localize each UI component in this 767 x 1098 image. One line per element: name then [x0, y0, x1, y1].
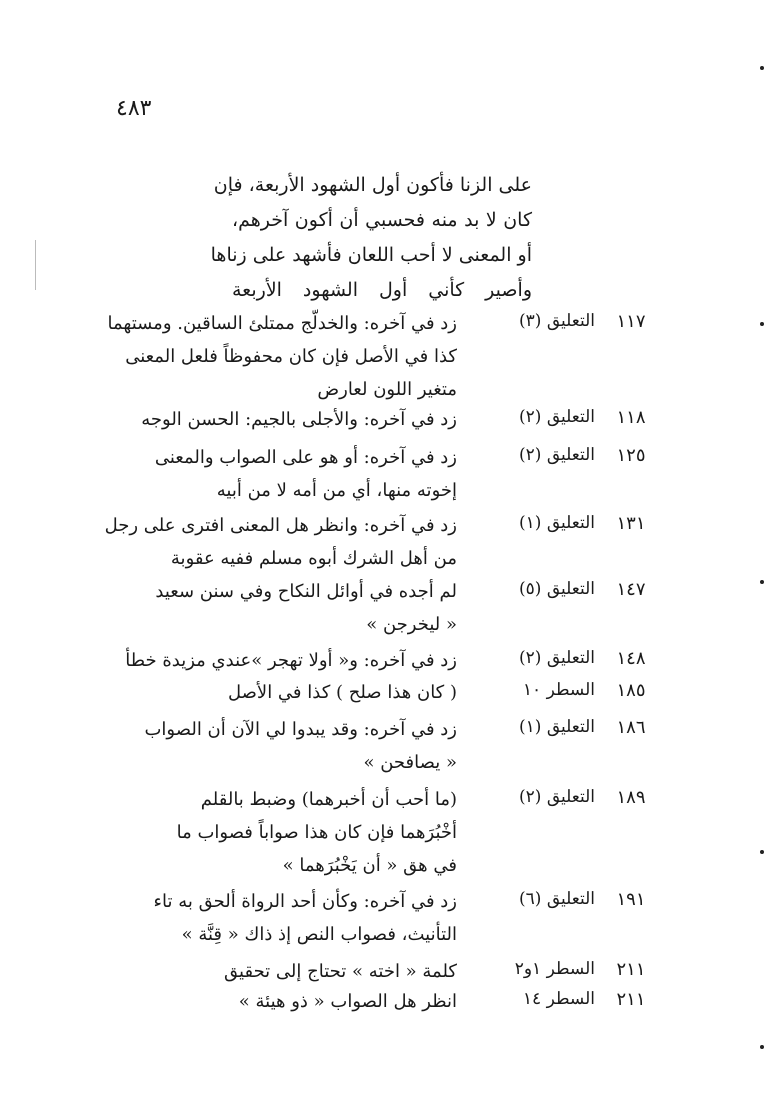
margin-dot [760, 850, 764, 854]
entry-reference: التعليق (٦) [519, 889, 595, 909]
note-line: متغير اللون لعارض [317, 379, 457, 400]
entry-note [117, 713, 457, 779]
intro-line: على الزنا فأكون أول الشهود الأربعة، فإن [213, 174, 532, 196]
entry-reference: التعليق (٣) [519, 311, 595, 331]
intro-line: أو المعنى لا أحب اللعان فأشهد على زناها [210, 244, 532, 266]
entry-reference: التعليق (١) [519, 717, 595, 737]
entry-page-number: ١٣١ [616, 513, 646, 534]
entry-note [117, 955, 457, 988]
note-line: ( كان هذا صلح ) كذا في الأصل [228, 682, 457, 703]
note-line: زد في آخره: أو هو على الصواب والمعنى [154, 447, 457, 468]
entry-reference: السطر ١٠ [522, 680, 595, 700]
note-line: زد في آخره: وانظر هل المعنى افترى على رجل [104, 515, 457, 536]
entry-reference: التعليق (٢) [519, 445, 595, 465]
intro-line: كان لا بد منه فحسبي أن أكون آخرهم، [232, 209, 532, 231]
note-line: (ما أحب أن أخبرهما) وضبط بالقلم [200, 789, 457, 810]
entry-page-number: ١٤٨ [616, 648, 646, 669]
entry-reference: التعليق (٢) [519, 787, 595, 807]
margin-rule [35, 240, 36, 290]
note-line: زد في آخره: وقد يبدوا لي الآن أن الصواب [144, 719, 457, 740]
entry-page-number: ١٨٩ [616, 787, 646, 808]
note-line: انظر هل الصواب « ذو هيئة » [238, 991, 457, 1012]
entry-note [117, 885, 457, 951]
entry-note [104, 509, 457, 575]
note-line: لم أجده في أوائل النكاح وفي سنن سعيد [155, 581, 457, 602]
entry-page-number: ١٨٥ [616, 680, 646, 701]
entry-note [117, 644, 457, 677]
note-line: زد في آخره: و« أولا تهجر »عندي مزيدة خطأ [125, 650, 457, 671]
note-line: زد في آخره: والخدلّج ممتلئ الساقين. ومستهما [107, 313, 457, 334]
margin-dot [760, 580, 764, 584]
entry-reference: التعليق (٥) [519, 579, 595, 599]
entry-note [117, 783, 457, 882]
entry-note [117, 403, 457, 436]
entry-page-number: ٢١١ [616, 989, 646, 1010]
note-line: في هق « أن يَخْبُرَهما » [282, 855, 457, 876]
entry-reference: التعليق (٢) [519, 648, 595, 668]
entry-page-number: ١١٧ [616, 311, 646, 332]
margin-dot [760, 66, 764, 70]
intro-line: وأصير كأني أول الشهود الأربعة [232, 279, 532, 301]
entry-reference: التعليق (٢) [519, 407, 595, 427]
note-line: أخْبُرَهما فإن كان هذا صواباً فصواب ما [176, 822, 457, 843]
entry-note [107, 307, 457, 406]
note-line: كلمة « اخته » تحتاج إلى تحقيق [224, 961, 457, 982]
margin-dot [760, 1045, 764, 1049]
note-line: التأنيث، فصواب النص إذ ذاك « قِنَّة » [181, 924, 457, 945]
entry-note [117, 575, 457, 641]
entry-page-number: ١١٨ [616, 407, 646, 428]
note-line: كذا في الأصل فإن كان محفوظاً فلعل المعنى [125, 346, 457, 367]
entry-reference: السطر ١٤ [522, 989, 595, 1009]
entry-page-number: ١٤٧ [616, 579, 646, 600]
margin-dot [760, 322, 764, 326]
entry-reference: التعليق (١) [519, 513, 595, 533]
entry-page-number: ١٩١ [616, 889, 646, 910]
entry-page-number: ١٢٥ [616, 445, 646, 466]
note-line: « يصافحن » [363, 752, 457, 773]
entry-reference: السطر ١و٢ [514, 959, 595, 979]
entry-note [117, 441, 457, 507]
note-line: « ليخرجن » [366, 614, 457, 635]
note-line: زد في آخره: وكأن أحد الرواة ألحق به تاء [153, 891, 457, 912]
intro-paragraph [210, 168, 532, 308]
note-line: إخوته منها، أي من أمه لا من أبيه [216, 480, 457, 501]
note-line: من أهل الشرك أبوه مسلم ففيه عقوبة [170, 548, 457, 569]
page-number: ٤٨٣ [116, 96, 152, 121]
entry-note [117, 676, 457, 709]
entry-page-number: ٢١١ [616, 959, 646, 980]
note-line: زد في آخره: والأجلى بالجيم: الحسن الوجه [141, 409, 457, 430]
entry-note [117, 985, 457, 1018]
entry-page-number: ١٨٦ [616, 717, 646, 738]
